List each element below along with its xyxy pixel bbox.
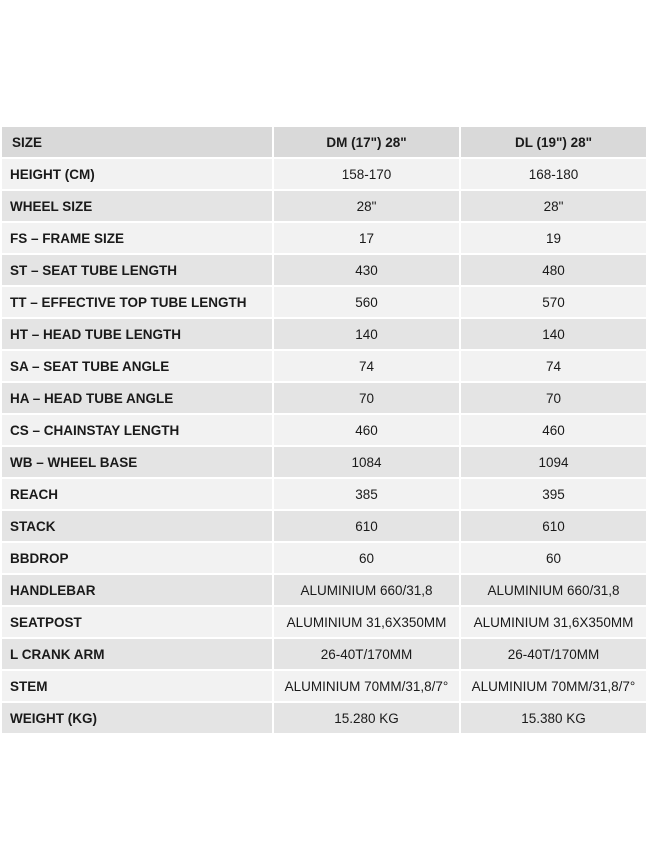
row-label: WHEEL SIZE [2,191,272,221]
row-label: SA – SEAT TUBE ANGLE [2,351,272,381]
value-cell-dm: ALUMINIUM 31,6X350MM [274,607,459,637]
table-row [2,383,646,413]
row-label: FS – FRAME SIZE [2,223,272,253]
value-cell-dl: 26-40T/170MM [461,639,646,669]
value-cell-dm: 26-40T/170MM [274,639,459,669]
row-label: HT – HEAD TUBE LENGTH [2,319,272,349]
value-cell-dl: 15.380 KG [461,703,646,733]
table-row [2,575,646,605]
table-row [2,319,646,349]
value-cell-dl: ALUMINIUM 31,6X350MM [461,607,646,637]
value-cell-dl: 19 [461,223,646,253]
table-row [2,639,646,669]
row-label: CS – CHAINSTAY LENGTH [2,415,272,445]
value-cell-dm: 610 [274,511,459,541]
table-row [2,287,646,317]
row-label: TT – EFFECTIVE TOP TUBE LENGTH [2,287,272,317]
value-cell-dm: 1084 [274,447,459,477]
row-label: REACH [2,479,272,509]
value-cell-dm: 60 [274,543,459,573]
table-row [2,543,646,573]
row-label: HANDLEBAR [2,575,272,605]
value-cell-dm: ALUMINIUM 70MM/31,8/7° [274,671,459,701]
value-cell-dl: 610 [461,511,646,541]
row-label: BBDROP [2,543,272,573]
value-cell-dl: 570 [461,287,646,317]
value-cell-dl: 74 [461,351,646,381]
header-size-label: SIZE [2,127,272,157]
value-cell-dl: 168-180 [461,159,646,189]
value-cell-dm: 560 [274,287,459,317]
value-cell-dm: 74 [274,351,459,381]
row-label: STEM [2,671,272,701]
table-row [2,191,646,221]
value-cell-dl: 28" [461,191,646,221]
row-label: HA – HEAD TUBE ANGLE [2,383,272,413]
header-size-dm: DM (17") 28" [274,127,459,157]
table-body [2,159,646,733]
table-header-row [2,127,646,157]
row-label: L CRANK ARM [2,639,272,669]
value-cell-dm: 17 [274,223,459,253]
value-cell-dm: 70 [274,383,459,413]
value-cell-dl: 480 [461,255,646,285]
table-row [2,607,646,637]
row-label: SEATPOST [2,607,272,637]
row-label: WB – WHEEL BASE [2,447,272,477]
value-cell-dl: ALUMINIUM 70MM/31,8/7° [461,671,646,701]
value-cell-dm: 385 [274,479,459,509]
value-cell-dl: 460 [461,415,646,445]
value-cell-dm: 460 [274,415,459,445]
table-row [2,479,646,509]
table-row [2,351,646,381]
table-row [2,159,646,189]
table-row [2,447,646,477]
value-cell-dl: ALUMINIUM 660/31,8 [461,575,646,605]
value-cell-dl: 60 [461,543,646,573]
table-row [2,255,646,285]
header-size-dl: DL (19") 28" [461,127,646,157]
value-cell-dl: 70 [461,383,646,413]
value-cell-dm: 158-170 [274,159,459,189]
table-row [2,415,646,445]
row-label: HEIGHT (CM) [2,159,272,189]
value-cell-dm: ALUMINIUM 660/31,8 [274,575,459,605]
table-row [2,703,646,733]
row-label: STACK [2,511,272,541]
table-row [2,223,646,253]
geometry-spec-table [0,125,648,735]
value-cell-dl: 395 [461,479,646,509]
value-cell-dm: 430 [274,255,459,285]
table-row [2,511,646,541]
table-row [2,671,646,701]
value-cell-dm: 28" [274,191,459,221]
row-label: WEIGHT (KG) [2,703,272,733]
value-cell-dm: 15.280 KG [274,703,459,733]
value-cell-dm: 140 [274,319,459,349]
row-label: ST – SEAT TUBE LENGTH [2,255,272,285]
value-cell-dl: 1094 [461,447,646,477]
value-cell-dl: 140 [461,319,646,349]
